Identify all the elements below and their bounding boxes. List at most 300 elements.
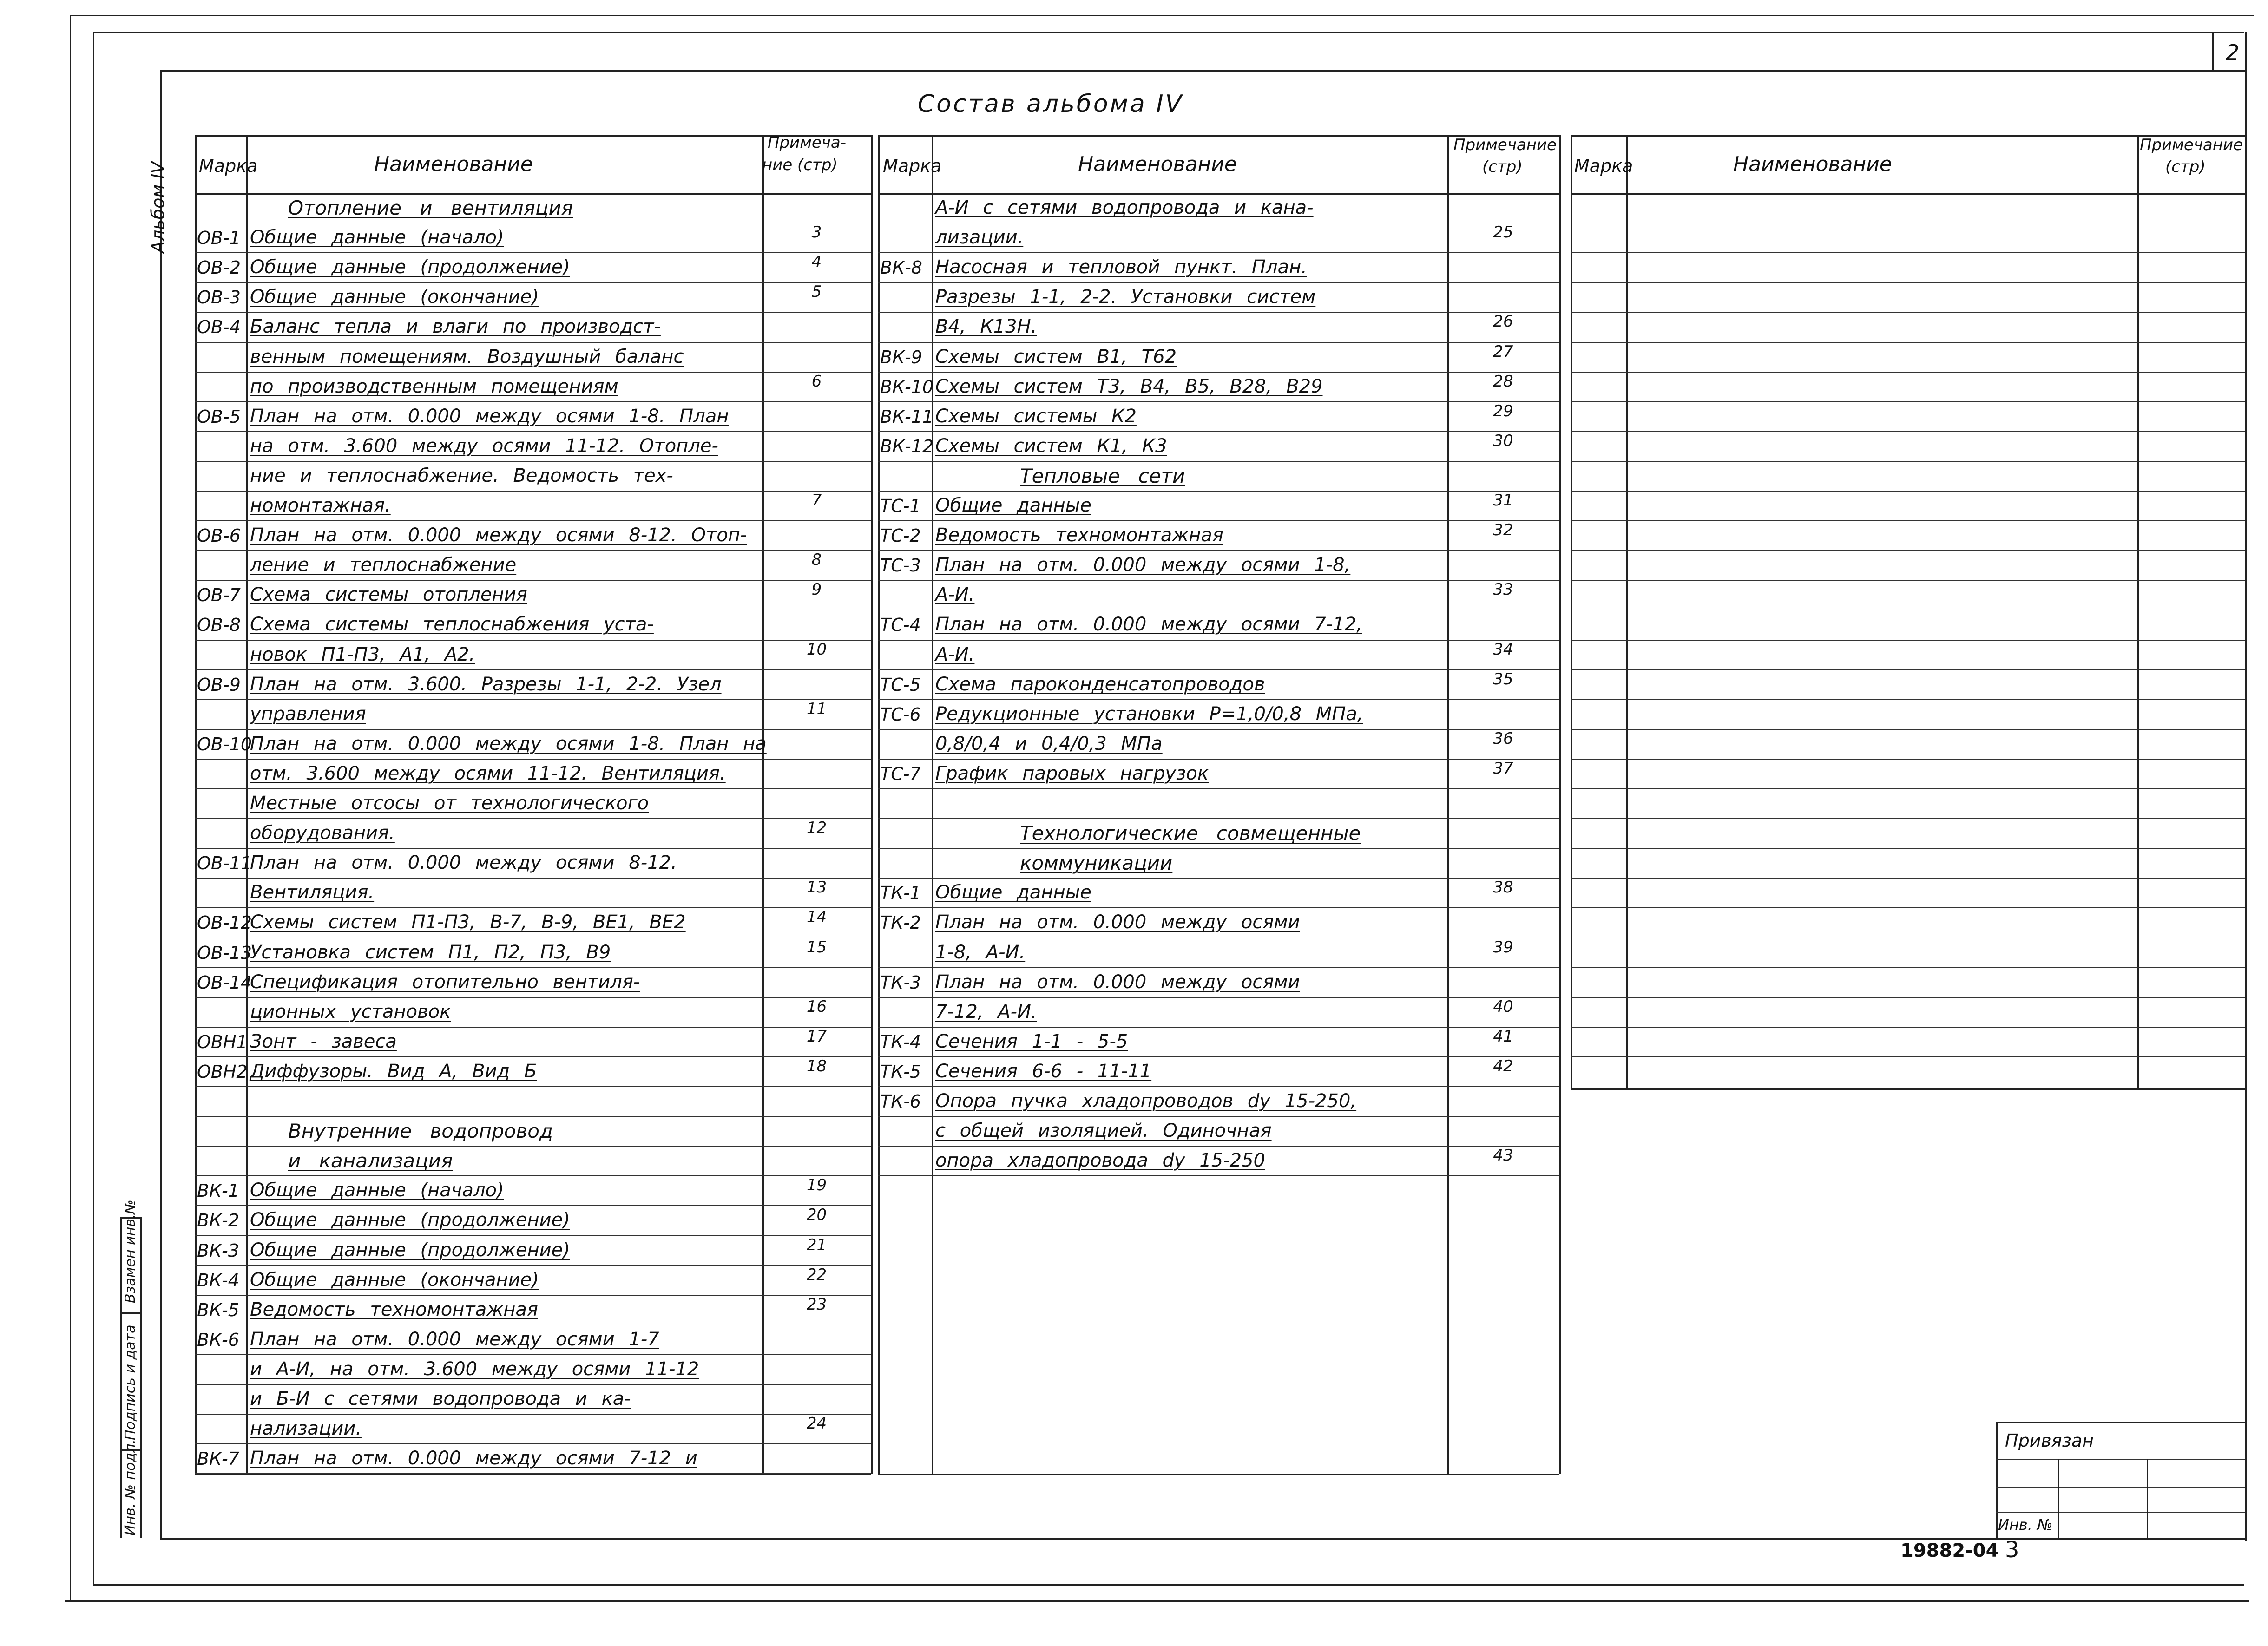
table1-row-line [195,699,871,700]
table1-row-name: План на отм. 0.000 между осями 1-8. План [250,405,729,427]
outer-border-left [70,15,71,1600]
table2-row-name: Схема пароконденсатопроводов [935,673,1265,695]
table1-row-page: 16 [806,997,827,1016]
table1-row-page: 4 [811,253,822,272]
document-number: 19882-04 [1900,1540,1999,1561]
album-label: Альбом IV [148,161,168,253]
table1-row-line [195,1414,871,1415]
table1-header-note-line2: ние (стр) [762,156,838,174]
main-frame-right [2245,32,2247,1541]
table1-row-line [195,282,871,283]
table1-row-page: 19 [806,1176,827,1195]
table3-row-line [1571,461,2245,462]
table1-header-mark: Марка [199,156,258,176]
table2-row-mark: ТС-7 [880,763,921,784]
table1-row-mark: ОВ-4 [197,317,241,338]
table3-header-note-line2: (стр) [2165,157,2206,176]
table2-row-name: Редукционные установки P=1,0/0,8 MПа, [935,703,1363,725]
table3-row-line [1571,788,2245,789]
table2-left [878,135,880,1474]
table2-row-line [878,878,1559,879]
inner-frame-bottom [93,1584,2244,1586]
table1-row-name: Общие данные (начало) [250,227,504,249]
table2-row-name: Схемы систем К1, К3 [935,435,1167,457]
table1-row-name: План на отм. 0.000 между осями 8-12. [250,852,677,874]
table1-row-page: 12 [806,819,827,838]
table1-row-page: 8 [811,551,822,570]
table1-row-page: 7 [811,491,822,510]
outer-border-bottom [65,1600,2249,1602]
table1-row-line [195,550,871,551]
table2-row-name: Насосная и тепловой пункт. План. [935,256,1307,278]
table3-row-line [1571,550,2245,551]
table1-row-line [195,1235,871,1236]
table2-row-name: Опора пучка хладопроводов dу 15-250, [935,1090,1357,1112]
table2-row-page: 25 [1493,223,1513,242]
table2-row-name: План на отм. 0.000 между осями 1-8, [935,554,1351,576]
table2-bottom [878,1474,1559,1475]
table2-row-page: 36 [1493,729,1513,748]
table1-row-line [195,580,871,581]
table1-row-mark: ВК-3 [197,1240,239,1261]
table2-row-name: План на отм. 0.000 между осями [935,971,1300,993]
table2-row-page: 26 [1493,312,1513,331]
table2-row-line [878,342,1559,343]
table1-row-mark: ОВ-7 [197,585,241,606]
table3-row-line [1571,431,2245,432]
table2-row-page: 31 [1493,491,1513,510]
table1-row-name: ление и теплоснабжение [250,554,517,576]
table1-row-name: План на отм. 0.000 между осями 1-7 [250,1328,659,1350]
table3-row-line [1571,491,2245,492]
table2-row-line [878,580,1559,581]
table1-row-line [195,1116,871,1117]
table2-row-mark: ТС-4 [880,615,921,636]
table2-header-note-line1: Примечание [1453,136,1557,154]
table2-row-page: 30 [1493,431,1513,450]
table1-row-line [195,1295,871,1296]
table3-bottom [1571,1088,2245,1090]
table1-row-line [195,401,871,402]
table3-left [1571,135,1572,1088]
table2-row-name: Схемы систем Т3, В4, В5, В28, В29 [935,375,1323,397]
table2-row-mark: ТС-5 [880,674,921,695]
table3-row-line [1571,669,2245,670]
table2-row-line [878,640,1559,641]
table1-row-mark: ОВ-2 [197,257,241,278]
table1-row-mark: ОВ-12 [197,912,252,933]
table3-row-line [1571,312,2245,313]
table2-row-line [878,282,1559,283]
table1-row-line [195,431,871,432]
table3-row-line [1571,401,2245,402]
table3-row-line [1571,878,2245,879]
table1-row-line [195,848,871,849]
table1-row-name: Общие данные (начало) [250,1180,504,1201]
table3-row-line [1571,1027,2245,1028]
table1-row-name: План на отм. 3.600. Разрезы 1-1, 2-2. Узел [250,673,722,695]
table2-row-name: Сечения 1-1 - 5-5 [935,1030,1128,1052]
table2-row-line [878,372,1559,373]
table2-row-name: План на отм. 0.000 между осями [935,912,1300,933]
table2-row-name: Общие данные [935,495,1091,516]
table1-row-page: 24 [806,1414,827,1433]
table1-row-page: 22 [806,1265,827,1284]
table1-row-mark: ВК-5 [197,1299,239,1320]
table2-row-page: 38 [1493,878,1513,897]
table2-row-page: 41 [1493,1027,1513,1046]
table2-row-page: 29 [1493,401,1513,420]
table3-row-line [1571,699,2245,700]
table1-row-name: План на отм. 0.000 между осями 7-12 и [250,1448,697,1469]
table3-row-line [1571,640,2245,641]
table2-row-line [878,669,1559,670]
table1-row-name: оборудования. [250,822,395,844]
main-frame-left [160,70,162,1538]
table1-section-heading: Внутренние водопровод [288,1120,553,1143]
table1-row-name: Спецификация отопительно вентиля- [250,971,640,993]
stamp-top [1996,1422,2245,1423]
table1-row-name: Местные отсосы от технологического [250,793,649,814]
table2-section-heading: Технологические совмещенные [1020,822,1361,845]
table2-row-name: опора хладопровода dу 15-250 [935,1150,1265,1172]
table2-row-name: с общей изоляцией. Одиночная [935,1120,1272,1142]
table2-col-divider1 [932,135,933,1474]
table3-row-line [1571,759,2245,760]
table1-row-line [195,1384,871,1385]
table2-row-name: А-И с сетями водопровода и кана- [935,197,1314,218]
table1-row-line [195,1027,871,1028]
table2-row-line [878,520,1559,521]
table1-row-page: 17 [806,1027,827,1046]
table1-row-name: ционных установок [250,1001,451,1023]
table1-row-mark: ОВ-1 [197,228,241,249]
table3-header-name: Наименование [1733,152,1892,176]
table1-row-name: Вентиляция. [250,882,375,904]
table1-row-name: Общие данные (окончание) [250,286,539,308]
table1-row-line [195,1473,871,1474]
side-label-vzamen: Взамен инв.№ [122,1200,138,1303]
table2-row-line [878,312,1559,313]
table1-row-name: Общие данные (продолжение) [250,1209,570,1231]
outer-border-top [70,15,2254,16]
table3-row-line [1571,818,2245,819]
table1-row-name: нализации. [250,1418,362,1440]
table1-row-mark: ОВ-8 [197,615,241,636]
table1-row-name: номонтажная. [250,495,391,516]
table1-row-line [195,1354,871,1355]
table2-row-page: 27 [1493,342,1513,361]
table1-row-name: на отм. 3.600 между осями 11-12. Отопле- [250,435,718,457]
table1-row-mark: ВК-2 [197,1210,239,1231]
table2-row-line [878,788,1559,789]
table2-row-line [878,1175,1559,1176]
table2-row-name: 0,8/0,4 и 0,4/0,3 MПа [935,733,1163,754]
stamp-row3 [1996,1512,2245,1513]
table3-row-line [1571,997,2245,998]
table1-section-heading: Отопление и вентиляция [288,197,573,219]
table3-row-line [1571,907,2245,908]
table3-row-line [1571,252,2245,253]
table2-row-line [878,461,1559,462]
table2-row-name: Разрезы 1-1, 2-2. Установки систем [935,286,1316,308]
table2-row-mark: ТС-2 [880,525,921,546]
table2-row-mark: ВК-12 [880,436,934,457]
table1-row-page: 21 [806,1235,827,1254]
table2-row-name: 7-12, А-И. [935,1001,1037,1023]
table1-row-line [195,461,871,462]
table2-row-mark: ТК-4 [880,1031,921,1052]
table1-row-line [195,640,871,641]
table1-row-mark: ОВ-13 [197,942,252,963]
table1-row-mark: ОВН2 [197,1061,248,1082]
table2-header-name: Наименование [1078,152,1237,176]
table3-row-line [1571,848,2245,849]
table1-row-name: управления [250,703,366,725]
table3-header-note-line1: Примечание [2140,136,2243,154]
table2-header-note-line2: (стр) [1482,157,1523,176]
table2-row-line [878,550,1559,551]
table3-row-line [1571,1056,2245,1057]
table1-row-mark: ОВ-9 [197,674,241,695]
table2-header-bottom [878,193,1559,195]
table2-row-name: Общие данные [935,882,1091,904]
table1-row-line [195,997,871,998]
table2-row-line [878,1027,1559,1028]
table2-row-mark: ТК-6 [880,1091,921,1112]
table1-row-name: венным помещениям. Воздушный баланс [250,346,684,367]
table2-row-line [878,491,1559,492]
table1-row-line [195,491,871,492]
table2-row-mark: ВК-11 [880,406,934,427]
table1-row-mark: ВК-4 [197,1270,239,1291]
table2-section-heading: Тепловые сети [1020,464,1185,487]
sheet-number-box [2212,32,2214,70]
table1-row-name: и Б-И с сетями водопровода и ка- [250,1388,631,1410]
table2-row-page: 35 [1493,669,1513,689]
table1-row-name: ние и теплоснабжение. Ведомость тех- [250,465,673,486]
table2-row-mark: ТС-6 [880,704,921,725]
table2-row-mark: ТК-2 [880,912,921,933]
table1-row-mark: ОВ-11 [197,853,252,874]
stamp-row1 [1996,1459,2245,1460]
table2-row-page: 40 [1493,997,1513,1016]
table2-row-name: В4, К13Н. [935,316,1037,338]
table2-row-line [878,401,1559,402]
table1-row-name: новок П1-П3, А1, А2. [250,643,475,665]
table2-row-line [878,431,1559,432]
table2-row-mark: ТС-1 [880,496,921,516]
main-frame-bottom [160,1538,2247,1540]
table2-row-line [878,252,1559,253]
table1-row-name: Схема системы отопления [250,584,527,606]
table1-row-line [195,1205,871,1206]
stamp-row2 [1996,1487,2245,1488]
table1-row-mark: ОВ-3 [197,287,241,308]
table1-right [871,135,873,1474]
table2-right [1559,135,1561,1474]
table2-row-line [878,1056,1559,1057]
table2-header-mark: Марка [883,156,942,176]
stamp-col2 [2147,1459,2148,1538]
table2-row-line [878,1086,1559,1087]
table1-row-name: Установка систем П1, П2, П3, В9 [250,941,611,963]
table2-row-line [878,729,1559,730]
table3-row-line [1571,580,2245,581]
table1-row-mark: ОВН1 [197,1031,248,1052]
table2-row-line [878,907,1559,908]
table1-row-name: Диффузоры. Вид А, Вид Б [250,1060,537,1082]
inner-frame-left [93,32,94,1584]
table1-row-page: 3 [811,223,822,242]
table3-col-divider2 [2137,135,2139,1088]
table2-row-mark: ВК-10 [880,376,934,397]
table1-row-mark: ВК-7 [197,1449,239,1469]
table3-row-line [1571,372,2245,373]
table1-row-mark: ОВ-14 [197,972,252,993]
table1-row-line [195,907,871,908]
table2-row-line [878,967,1559,968]
table1-row-name: План на отм. 0.000 между осями 8-12. Отоп- [250,525,747,546]
table1-row-line [195,342,871,343]
table1-row-name: Ведомость техномонтажная [250,1298,538,1320]
table1-row-page: 15 [806,938,827,957]
table1-row-page: 14 [806,908,827,927]
table1-row-line [195,759,871,760]
table1-col-divider1 [246,135,248,1474]
table1-row-page: 9 [811,580,822,599]
table1-row-name: отм. 3.600 между осями 11-12. Вентиляция. [250,762,726,784]
table1-row-mark: ОВ-10 [197,734,252,754]
table1-row-name: Схема системы теплоснабжения уста- [250,614,654,636]
inner-frame-top [93,32,2244,33]
table2-row-name: лизации. [935,227,1024,249]
document-page: 3 [2005,1537,2019,1563]
table1-section-heading: и канализация [288,1149,453,1173]
table2-row-line [878,699,1559,700]
table2-col-divider2 [1447,135,1449,1474]
table2-row-name: График паровых нагрузок [935,762,1209,784]
table2-row-page: 34 [1493,640,1513,659]
table1-row-line [195,252,871,253]
table1-row-line [195,729,871,730]
binding-strip-right [140,1217,142,1538]
table2-row-page: 33 [1493,580,1513,599]
table3-header-mark: Марка [1574,156,1633,176]
table2-row-name: Схемы системы К2 [935,405,1137,427]
table2-row-line [878,848,1559,849]
table1-row-mark: ОВ-5 [197,406,241,427]
table3-row-line [1571,520,2245,521]
table1-row-name: План на отм. 0.000 между осями 1-8. План на [250,733,767,754]
table1-row-name: Зонт - завеса [250,1030,397,1052]
table1-row-page: 10 [806,640,827,659]
binding-strip-div1 [120,1312,140,1314]
table1-row-line [195,878,871,879]
table1-row-line [195,1146,871,1147]
table2-row-name: А-И. [935,584,975,606]
stamp-left [1996,1422,1998,1538]
table2-row-name: А-И. [935,643,975,665]
table1-header-bottom [195,193,871,195]
table1-row-line [195,312,871,313]
table1-row-page: 11 [806,699,827,718]
table2-row-line [878,759,1559,760]
table1-row-mark: ВК-6 [197,1329,239,1350]
table2-row-mark: ТК-3 [880,972,921,993]
table1-row-name: по производственным помещениям [250,375,618,397]
table2-row-mark: ТК-1 [880,883,921,904]
main-frame-top [160,70,2247,72]
table2-row-name: Ведомость техномонтажная [935,525,1223,546]
table1-row-name: и А-И, на отм. 3.600 между осями 11-12 [250,1358,699,1380]
table1-row-mark: ВК-1 [197,1180,239,1201]
table1-header-note-line1: Примеча- [768,133,847,152]
table2-row-name: Сечения 6-6 - 11-11 [935,1060,1152,1082]
table1-row-line [195,372,871,373]
table1-row-name: Схемы систем П1-П3, В-7, В-9, ВЕ1, ВЕ2 [250,912,686,933]
table1-row-page: 18 [806,1056,827,1075]
stamp-col1 [2058,1459,2059,1538]
table2-row-line [878,1116,1559,1117]
table1-row-line [195,1265,871,1266]
table2-row-mark: ВК-9 [880,347,922,367]
table1-row-line [195,967,871,968]
table1-row-line [195,1443,871,1444]
table1-row-line [195,818,871,819]
table1-row-line [195,1086,871,1087]
page-title: Состав альбома IV [918,90,1184,118]
table1-row-page: 23 [806,1295,827,1314]
table2-row-page: 43 [1493,1146,1513,1165]
table2-row-line [878,1146,1559,1147]
table1-row-name: Общие данные (окончание) [250,1269,539,1291]
table2-row-page: 32 [1493,521,1513,540]
table2-row-mark: ТК-5 [880,1061,921,1082]
table2-row-mark: ВК-8 [880,257,922,278]
stamp-privyazan: Привязан [2005,1430,2094,1451]
table1-row-name: Баланс тепла и влаги по производст- [250,316,661,338]
table1-row-line [195,1175,871,1176]
table3-row-line [1571,729,2245,730]
table1-row-name: Общие данные (продолжение) [250,1239,570,1261]
table2-row-line [878,997,1559,998]
table1-row-mark: ОВ-6 [197,525,241,546]
table3-row-line [1571,967,2245,968]
table1-row-page: 13 [806,878,827,897]
table2-row-page: 28 [1493,372,1513,391]
table3-row-line [1571,282,2245,283]
table2-row-line [878,818,1559,819]
table2-row-page: 42 [1493,1056,1513,1075]
table1-row-name: Общие данные (продолжение) [250,256,570,278]
table1-row-line [195,669,871,670]
table1-row-page: 20 [806,1206,827,1225]
table2-row-page: 39 [1493,938,1513,957]
table1-row-line [195,1056,871,1057]
table1-row-line [195,520,871,521]
table2-row-name: План на отм. 0.000 между осями 7-12, [935,614,1362,636]
stamp-inv-no: Инв. № [1998,1516,2053,1534]
table2-section-heading: коммуникации [1020,852,1173,875]
table2-row-name: 1-8, А-И. [935,941,1026,963]
binding-strip-left [120,1217,122,1538]
table2-row-name: Схемы систем В1, Т62 [935,346,1177,367]
table3-row-line [1571,342,2245,343]
table1-header-name: Наименование [374,152,533,176]
table3-col-divider1 [1626,135,1628,1088]
table2-row-mark: ТС-3 [880,555,921,576]
